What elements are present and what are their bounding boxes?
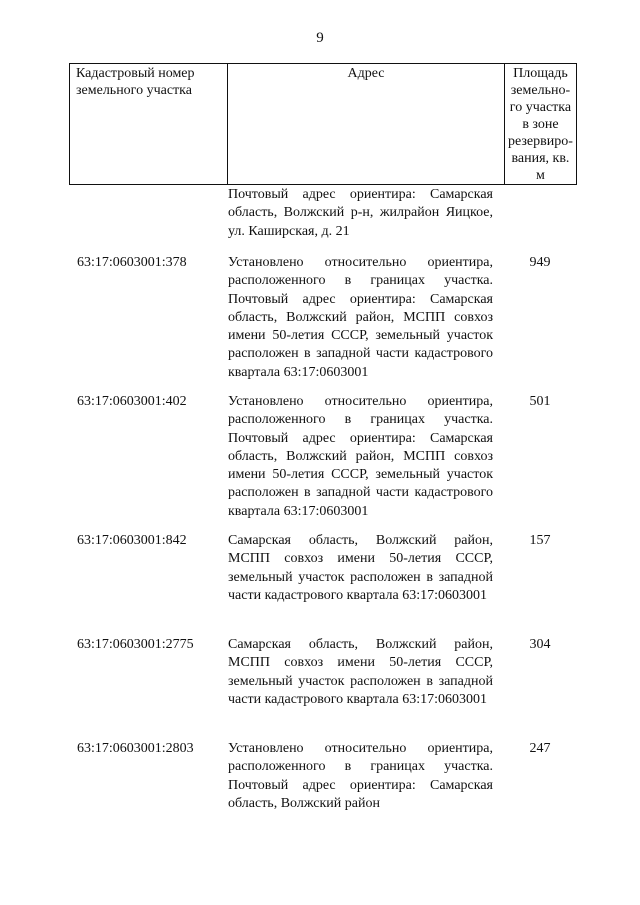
area-cell: 501 [529,394,551,409]
table-row-continuation [0,186,640,241]
cadastral-number-cell: 63:17:0603001:378 [77,255,187,270]
area-cell: 157 [529,533,551,548]
header-area: Площадь земельно-го участка в зоне резервиро-вания, кв. м [505,64,577,185]
address-cell: Самарская область, Волжский район, МСПП совхоз имени 50-летия СССР, земельный участок расположен в западной части кадастрового квартала 63:17:0603001 [228,637,493,707]
table-header [69,63,577,185]
cadastral-number-cell: 63:17:0603001:402 [77,394,187,409]
page-number: 9 [316,30,324,46]
cadastral-number-cell: 63:17:0603001:842 [77,533,187,548]
address-cell: Почтовый адрес ориентира: Самарская область, Волжский р-н, жилрайон Яицкое, ул. Каширская, д. 21 [228,187,493,239]
area-cell: 949 [529,255,551,270]
table-body [0,186,640,811]
address-cell: Установлено относительно ориентира, расположенного в границах участка. Почтовый адрес ориентира: Самарская область, Волжский район, МСПП совхоз имени 50-летия СССР, земельный участок расположен в западной части кадастрового квартала 63:17:0603001 [228,394,493,519]
header-row [70,64,577,185]
header-address: Адрес [228,64,505,185]
area-cell: 247 [529,741,551,756]
cadastral-number-cell: 63:17:0603001:2775 [77,637,194,652]
header-cadastral-number: Кадастровый номер земельного участка [70,64,228,185]
address-cell: Установлено относительно ориентира, расположенного в границах участка. Почтовый адрес ориентира: Самарская область, Волжский район [228,741,493,811]
address-cell: Самарская область, Волжский район, МСПП совхоз имени 50-летия СССР, земельный участок расположен в западной части кадастрового квартала 63:17:0603001 [228,533,493,603]
address-cell: Установлено относительно ориентира, расположенного в границах участка. Почтовый адрес ориентира: Самарская область, Волжский район, МСПП совхоз имени 50-летия СССР, земельный участок расположен в западной части кадастрового квартала 63:17:0603001 [228,255,493,380]
area-cell: 304 [529,637,551,652]
cadastral-number-cell: 63:17:0603001:2803 [77,741,194,756]
